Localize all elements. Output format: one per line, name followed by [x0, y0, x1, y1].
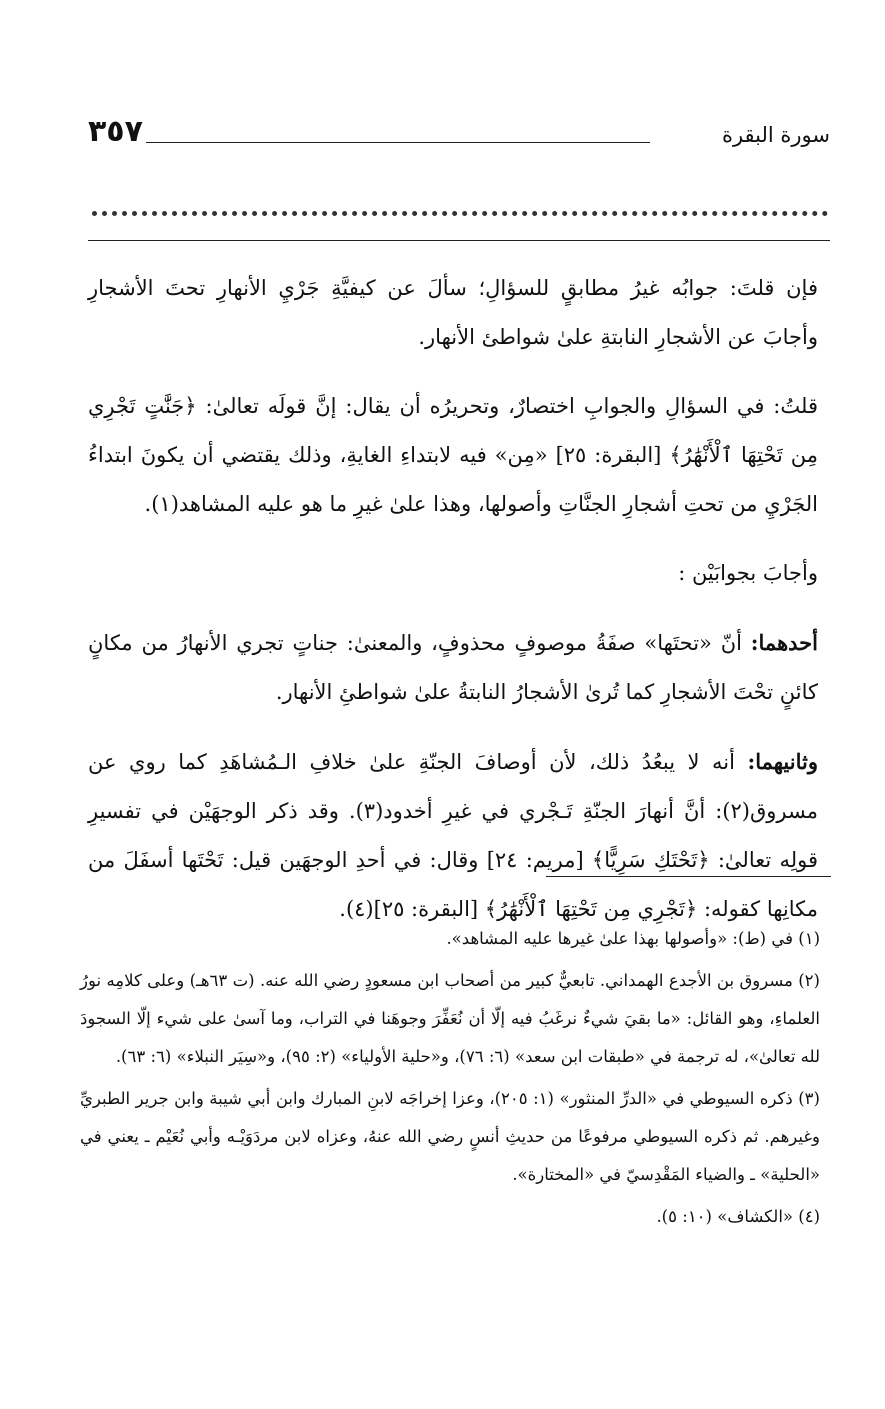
- footnote: (٣) ذكره السيوطي في «الدرِّ المنثور» (١: ٢٠٥)، وعزا إخراجَه لابنِ المبارك وابن أبي شيبة وابن جرير الطبريِّ وغيرهم. ثم ذكره السيوطي مرفوعًا من حديثِ أنسٍ رضي الله عنهُ، وعزاه لابن مردَوَيْـه وأبي نُعَيْم ـ يعني في «الحلية» ـ والضياء المَقْدِسيّ في «المختارة».: [80, 1089, 820, 1184]
- footnote: (٢) مسروق بن الأجدع الهمداني. تابعيٌّ كبير من أصحاب ابن مسعودٍ رضي الله عنه. (ت ٦٣هـ) وعلى كلامِه نورُ العلماءِ، وهو القائل: «ما بقيَ شيءٌ نرغَبُ فيه إلّا أن نُعَفِّرَ وجوهَنا في التراب، وما آسىٰ على شيء إلّا السجودَ لله تعالىٰ»، له ترجمة في «طبقات ابن سعد» (٦: ٧٦)، و«حلية الأولياء» (٢: ٩٥)، و«سِيَر النبلاء» (٦: ٦٣).: [80, 971, 820, 1066]
- paragraph: وأجابَ بجوابَيْن :: [678, 561, 818, 585]
- paragraph: فإن قلتَ: جوابُه غيرُ مطابقٍ للسؤالِ؛ سألَ عن كيفيَّةِ جَرْيِ الأنهارِ تحتَ الأشجارِ وأجابَ عن الأشجارِ النابتةِ علىٰ شواطئ الأنهار.: [88, 276, 818, 349]
- paragraph: قلتُ: في السؤالِ والجوابِ اختصارٌ، وتحريرُه أن يقال: إنَّ قولَه تعالىٰ: ﴿جَنَّٰتٍ تَجْرِي مِن تَحْتِهَا ٱلْأَنْهَٰرُ﴾ [البقرة: ٢٥] «مِن» فيه لابتداءِ الغايةِ، وذلك يقتضي أن يكونَ ابتداءُ الجَرْيِ من تحتِ أشجارِ الجنَّاتِ وأصولها، وهذا علىٰ غيرِ ما هو عليه المشاهد(١).: [88, 394, 818, 516]
- running-title: سورة البقرة: [721, 123, 830, 147]
- paragraph-text: أنه لا يبعُدُ ذلك، لأن أوصافَ الجنّةِ علىٰ خلافِ الـمُشاهَدِ كما روي عن مسروق(٢): أنَّ أنهارَ الجنّةِ تَـجْري في غيرِ أخدود(٣). وقد ذكر الوجهَيْن في تفسيرِ قولِه تعالىٰ: ﴿تَحْتَكِ سَرِيًّا﴾ [مريم: ٢٤] وقال: في أحدِ الوجهَين قيل: تَحْتَها أسفَلَ من مكانِها كقوله: ﴿تَجْرِي مِن تَحْتِهَا ٱلْأَنْهَٰرُ﴾ [البقرة: ٢٥](٤).: [88, 750, 818, 921]
- paragraph: [88, 618, 818, 717]
- footnote: (١) في (ط): «وأصولها بهذا علىٰ غيرها عليه المشاهد».: [446, 929, 820, 948]
- footnote-separator: [546, 876, 831, 877]
- main-text: [88, 258, 818, 954]
- solid-separator: [88, 240, 830, 241]
- paragraph-lead: أحدهما:: [750, 630, 818, 655]
- footnotes: [80, 920, 820, 1240]
- paragraph-text: أنّ «تحتَها» صفَةُ موصوفٍ محذوفٍ، والمعنىٰ: جناتٍ تجري الأنهارُ من مكانٍ كائنٍ تحْتَ الأشجارِ كما تُرىٰ الأشجارُ النابتةُ علىٰ شواطئِ الأنهار.: [88, 631, 818, 704]
- dotted-separator: [92, 198, 828, 216]
- page-header: [88, 112, 830, 160]
- page-number: ٣٥٧: [88, 114, 143, 149]
- paragraph: [88, 737, 818, 934]
- paragraph-lead: وثانيهما:: [747, 749, 818, 774]
- header-rule: [146, 142, 650, 143]
- footnote: (٤) «الكشاف» (١٠: ٥).: [656, 1207, 820, 1226]
